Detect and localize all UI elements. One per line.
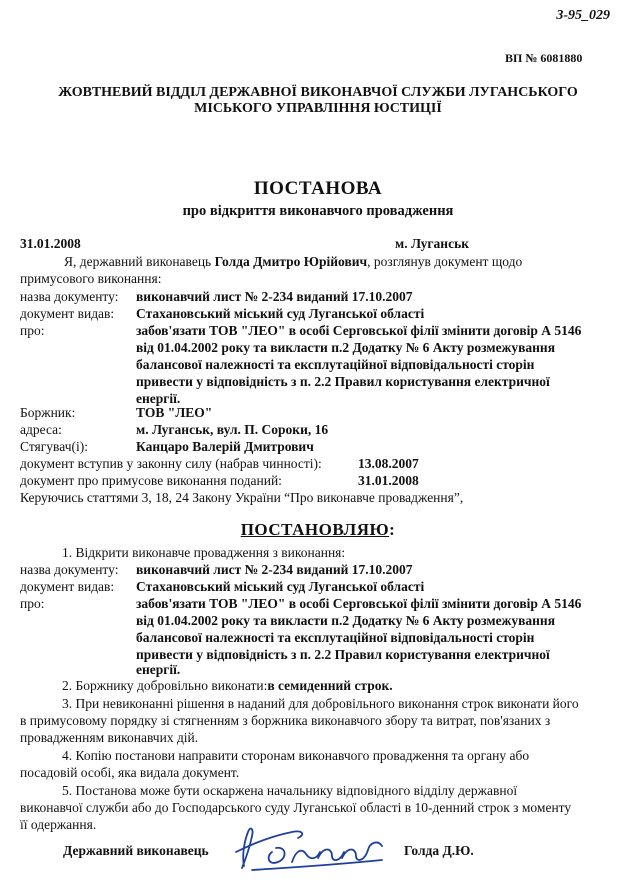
resolve-colon: : xyxy=(389,520,396,539)
item-5-line-1: 5. Постанова може бути оскаржена начальнику відповідного відділу державної xyxy=(62,783,518,798)
about-line-1: забов'язати ТОВ "ЛЕО" в особі Серговської філії змінити договір А 5146 xyxy=(136,323,582,338)
creditor-label: Стягувач(і): xyxy=(20,439,88,454)
issuer-value-2: Стахановський міський суд Луганської області xyxy=(136,579,425,594)
organization-name xyxy=(0,85,636,117)
item-2 xyxy=(62,678,393,694)
address-value: м. Луганськ, вул. П. Сороки, 16 xyxy=(136,422,329,437)
issuer-value: Стахановський міський суд Луганської області xyxy=(136,306,425,321)
issuer-label-2: документ видав: xyxy=(20,579,115,594)
item-2-term: в семиденний строк. xyxy=(267,678,393,693)
organization-line-1: ЖОВТНЕВИЙ ВІДДІЛ ДЕРЖАВНОЇ ВИКОНАВЧОЇ СЛУЖБИ ЛУГАНСЬКОГО xyxy=(58,85,578,100)
vp-number: ВП № 6081880 xyxy=(505,51,583,65)
creditor-value: Канцаро Валерій Дмитрович xyxy=(136,439,314,454)
intro-line-2: примусового виконання: xyxy=(20,271,162,286)
doc-name-label-2: назва документу: xyxy=(20,562,119,577)
doc-name-value-2: виконавчий лист № 2-234 виданий 17.10.2007 xyxy=(136,562,413,577)
handwritten-signature xyxy=(232,822,400,874)
document-city: м. Луганськ xyxy=(395,236,469,251)
debtor-value: ТОВ "ЛЕО" xyxy=(136,405,213,420)
about-line-4: привести у відповідність з п. 2.2 Правил користування електричної xyxy=(136,374,550,389)
about-line-2: від 01.04.2002 року та викласти п.2 Додатку № 6 Акту розмежування xyxy=(136,340,556,355)
intro-text-1: Я, державний виконавець xyxy=(64,254,215,269)
about2-line-2: від 01.04.2002 року та викласти п.2 Додатку № 6 Акту розмежування xyxy=(136,613,556,628)
signer-name: Голда Д.Ю. xyxy=(404,843,474,858)
about-label-2: про: xyxy=(20,596,45,611)
about2-line-5: енергії. xyxy=(136,662,181,677)
item-3-line-1: 3. При невиконанні рішення в наданий для добровільного виконання строк виконати його xyxy=(62,696,579,711)
intro-line xyxy=(64,254,522,270)
resolve-heading xyxy=(0,520,636,540)
address-label: адреса: xyxy=(20,422,62,437)
document-code: 3-95_029 xyxy=(556,8,610,23)
item-3-line-2: в примусовому порядку зі стягненням з боржника виконавчого збору та витрат, пов'язаних з xyxy=(20,713,551,728)
submitted-label: документ про примусове виконання поданий: xyxy=(20,473,282,488)
organization-line-2: МІСЬКОГО УПРАВЛІННЯ ЮСТИЦІЇ xyxy=(194,101,442,116)
item-4-line-2: посадовій особі, яка видала документ. xyxy=(20,765,240,780)
about2-line-4: привести у відповідність з п. 2.2 Правил користування електричної xyxy=(136,647,550,662)
item-2-text: 2. Боржнику добровільно виконати: xyxy=(62,678,268,693)
effective-label: документ вступив у законну силу (набрав чинності): xyxy=(20,456,322,471)
about2-line-3: балансової належності та експлутаційної відповідальності сторін xyxy=(136,630,535,645)
executor-full-name: Голда Дмитро Юрійович xyxy=(214,254,368,269)
about-line-5: енергії. xyxy=(136,391,181,406)
debtor-label: Боржник: xyxy=(20,405,76,420)
intro-text-2: , розглянув документ щодо xyxy=(367,254,523,269)
effective-value: 13.08.2007 xyxy=(358,456,419,471)
document-date: 31.01.2008 xyxy=(20,236,81,251)
signer-title: Державний виконавець xyxy=(63,843,209,858)
doc-name-value: виконавчий лист № 2-234 виданий 17.10.2007 xyxy=(136,289,413,304)
doc-name-label: назва документу: xyxy=(20,289,119,304)
issuer-label: документ видав: xyxy=(20,306,115,321)
item-5-line-2: виконавчої служби або до Господарського суду Луганської області в 10-денний строк з моменту xyxy=(20,800,572,815)
item-1: 1. Відкрити виконавче провадження з виконання: xyxy=(62,545,346,560)
item-4-line-1: 4. Копію постанови направити сторонам виконавчого провадження та органу або xyxy=(62,748,530,763)
about2-line-1: забов'язати ТОВ "ЛЕО" в особі Серговської філії змінити договір А 5146 xyxy=(136,596,582,611)
about-label: про: xyxy=(20,323,45,338)
item-3-line-3: провадженням виконавчих дій. xyxy=(20,730,199,745)
legal-basis: Керуючись статтями 3, 18, 24 Закону України “Про виконавче провадження”, xyxy=(20,490,464,505)
item-5-line-3: її одержання. xyxy=(20,817,97,832)
resolve-title: ПОСТАНОВЛЯЮ xyxy=(240,520,390,539)
page-subtitle: про відкриття виконавчого провадження xyxy=(182,203,454,219)
about-line-3: балансової належності та експлутаційної відповідальності сторін xyxy=(136,357,535,372)
submitted-value: 31.01.2008 xyxy=(358,473,419,488)
page-title: ПОСТАНОВА xyxy=(253,178,383,199)
